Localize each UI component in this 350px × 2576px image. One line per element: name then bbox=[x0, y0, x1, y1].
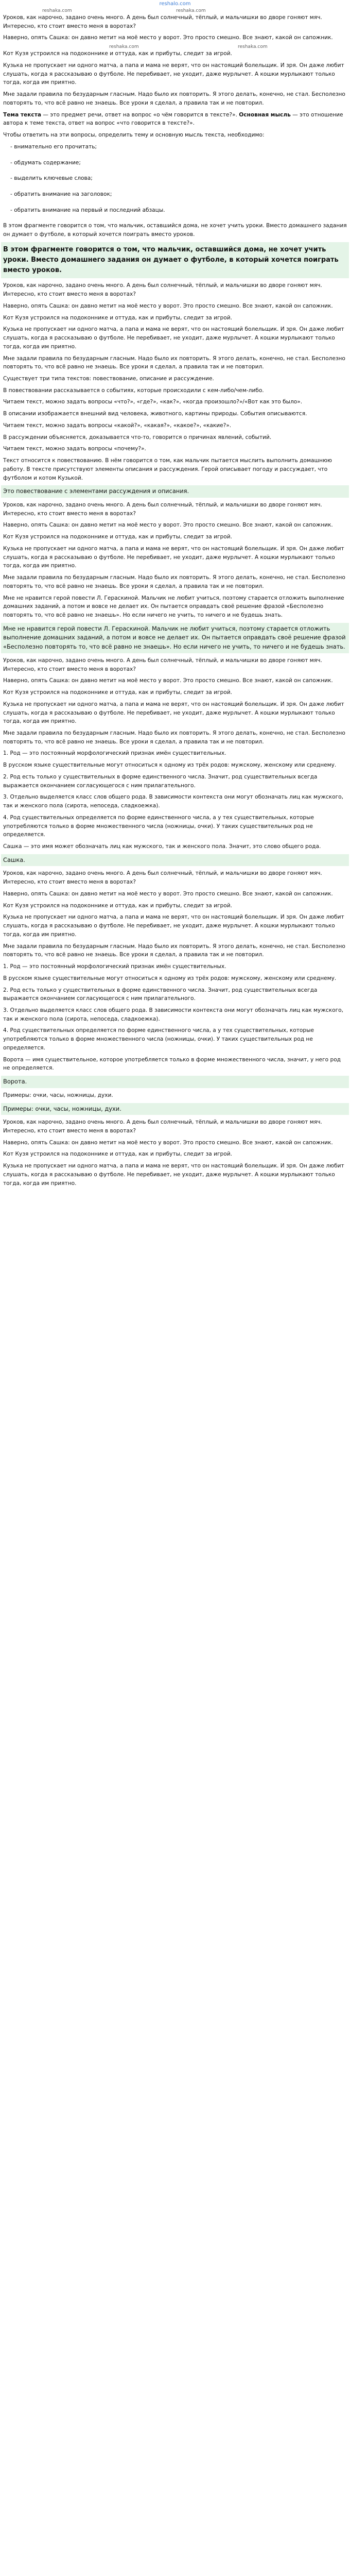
grammar-rule: 3. Отдельно выделяется класс слов общего рода. В зависимости контекста они могут обозначать лиц как мужского, так и женского пола (сирота, непоседа, сладкоежка). bbox=[3, 1007, 343, 1022]
story-paragraph: Мне задали правила по безударным гласным. Надо было их повторить. Я этого делать, конечно, не стал. Бесполезно повторять то, что всё равно не знаешь. Все уроки я сделал, а правила так и не повторил. bbox=[3, 730, 345, 745]
theme-definition-text: — это предмет речи, ответ на вопрос «о чём говорится в тексте?». bbox=[43, 111, 237, 118]
type-highlight: Это повествование с элементами рассуждения и описания. bbox=[1, 485, 349, 498]
type-conclusion: Текст относится к повествованию. В нём говорится о том, как мальчик пытается мыслить выполнить домашнюю работу. В тексте присутствуют элементы описания и рассуждения. Герой описывает погоду и рассуждает, что футболом и котом Кузькой. bbox=[3, 457, 332, 481]
story-paragraph: Кузька не пропускает ни одного матча, а папа и мама не верят, что он настоящий болельщик. И зря. Он даже любит слушать, когда я рассказываю о футболе. Не перебивает, не уходит, даже мурлычет. А кошки мурлыкают только тогда, когда им приятно. bbox=[3, 545, 344, 569]
grammar-rule: 4. Род существительных определяется по форме единственного числа, а у тех существительных, которые употребляются только в форме множественного числа (ножницы, очки). У таких существительных род не определяется. bbox=[3, 1027, 314, 1051]
story-paragraph: Мне задали правила по безударным гласным. Надо было их повторить. Я этого делать, конечно, не стал. Бесполезно повторять то, что всё равно не знаешь. Все уроки я сделал, а правила так и не повторил. bbox=[3, 943, 345, 958]
story-paragraph: Наверно, опять Сашка: он давно метит на моё место у ворот. Это просто смешно. Все знают, какой он сапожник. bbox=[3, 302, 333, 309]
story-paragraph: Кот Кузя устроился на подоконнике и оттуда, как и прибуты, следит за игрой. bbox=[3, 314, 232, 321]
story-paragraph: Мне задали правила по безударным гласным. Надо было их повторить. Я этого делать, конечно, не стал. Бесполезно повторять то, что всё равно не знаешь. Все уроки я сделал, а правила так и не повторил. bbox=[3, 91, 345, 106]
grammar-rule: 4. Род существительных определяется по форме единственного числа, а у тех существительных, которые употребляются только в форме множественного числа (ножницы, очки). У таких существительных род не определяется. bbox=[3, 814, 314, 838]
watermark: reshaka.com bbox=[109, 44, 139, 50]
list-item: - обратить внимание на заголовок; bbox=[10, 190, 347, 199]
description-question: Читаем текст, можно задать вопросы «какой?», «какая?», «какое?», «какие?». bbox=[3, 422, 232, 429]
story-paragraph: Кузька не пропускает ни одного матча, а папа и мама не верят, что он настоящий болельщик. И зря. Он даже любит слушать, когда я рассказываю о футболе. Не перебивает, не уходит, даже мурлычет. А кошки мурлыкают только тогда, когда им приятно. bbox=[3, 326, 344, 350]
list-item: - обдумать содержание; bbox=[10, 159, 347, 167]
list-item: - внимательно его прочитать; bbox=[10, 143, 347, 151]
story-paragraph: Урокoв, как нарочно, задано очень много. А день был солнечный, тёплый, и мальчишки во дворе гоняют мяч. Интересно, кто стоит вместо меня в воротах? bbox=[3, 14, 322, 29]
story-paragraph: Урокoв, как нарочно, задано очень много. А день был солнечный, тёплый, и мальчишки во дворе гоняют мяч. Интересно, кто стоит вместо меня в воротах? bbox=[3, 282, 322, 298]
story-paragraph: Урокoв, как нарочно, задано очень много. А день был солнечный, тёплый, и мальчишки во дворе гоняют мяч. Интересно, кто стоит вместо меня в воротах? bbox=[3, 1119, 322, 1134]
grammar-example: Сашка — это имя может обозначать лиц как мужского, так и женского пола. Значит, это слово общего рода. bbox=[3, 843, 321, 850]
description-rule: В описании изображается внешний вид человека, животного, картины природы. События описываются. bbox=[3, 411, 307, 417]
site-header[interactable]: reshalo.com bbox=[159, 1, 191, 7]
watermark: reshaka.com bbox=[42, 8, 72, 13]
theme-term: Тема текста bbox=[3, 111, 41, 118]
story-paragraph: Урокoв, как нарочно, задано очень много. А день был солнечный, тёплый, и мальчишки во дворе гоняют мяч. Интересно, кто стоит вместо меня в воротах? bbox=[3, 502, 322, 517]
story-paragraph: Кузька не пропускает ни одного матча, а папа и мама не верят, что он настоящий болельщик. И зря. Он даже любит слушать, когда я рассказываю о футболе. Не перебивает, не уходит, даже мурлычет. А кошки мурлыкают только тогда, когда им приятно. bbox=[3, 914, 344, 938]
grammar-rule: В русском языке существительные могут относиться к одному из трёх родов: мужскому, женскому или среднему. bbox=[3, 762, 337, 769]
word-highlight: Сашка. bbox=[1, 854, 349, 867]
watermark-row bbox=[3, 44, 347, 49]
story-paragraph: Урокoв, как нарочно, задано очень много. А день был солнечный, тёплый, и мальчишки во дворе гоняют мяч. Интересно, кто стоит вместо меня в воротах? bbox=[3, 870, 322, 886]
steps-intro: Чтобы ответить на эти вопросы, определить тему и основную мысль текста, необходимо: bbox=[3, 132, 265, 139]
reasoning-question: Читаем текст, можно задать вопросы «почему?». bbox=[3, 446, 146, 452]
idea-definition-text: — это отношение автора к теме текста, ответ на вопрос «что говорится в тексте?». bbox=[3, 111, 343, 127]
hero-opinion: Мне не нравится герой повести Л. Гераскиной. Мальчик не любит учиться, поэтому старается отложить выполнение домашних заданий, а потом и вовсе не делает их. Он пытается оправдать своё решение фразой «Бесполезно повторять то, что всё равно не знаешь». Но если ничего не учить, то ничего и не будешь знать. bbox=[3, 595, 344, 619]
story-paragraph: Кот Кузя устроился на подоконнике и оттуда, как и прибуты, следит за игрой. bbox=[3, 50, 232, 57]
list-item: - обратить внимание на первый и последний абзацы. bbox=[10, 206, 347, 215]
grammar-rule: 2. Род есть только у существительных в форме единственного числа. Значит, род существительных всегда выражается окончанием согласующегося с ним прилагательного. bbox=[3, 773, 318, 789]
answer-content bbox=[0, 8, 350, 1188]
narration-question: Читаем текст, можно задать вопросы «что?», «где?», «как?», «когда произошло?»/«Вот как это было». bbox=[3, 399, 303, 405]
idea-term: Основная мысль bbox=[239, 111, 291, 118]
grammar-rule: 1. Род — это постоянный морфологический признак имён существительных. bbox=[3, 750, 226, 757]
watermark: reshaka.com bbox=[176, 8, 206, 13]
list-item: - выделить ключевые слова; bbox=[10, 174, 347, 183]
sample-answer: В этом фрагменте говорится о том, что мальчик, оставшийся дома, не хочет учить уроки. Вместо домашнего задания он думает о футболе, в который хочется поиграть вместо уроков. bbox=[3, 223, 347, 238]
story-paragraph: Урокoв, как нарочно, задано очень много. А день был солнечный, тёплый, и мальчишки во дворе гоняют мяч. Интересно, кто стоит вместо меня в воротах? bbox=[3, 657, 322, 672]
grammar-rule: В русском языке существительные могут относиться к одному из трёх родов: мужскому, женскому или среднему. bbox=[3, 975, 337, 981]
types-intro: Существует три типа текстов: повествование, описание и рассуждение. bbox=[3, 375, 214, 382]
story-paragraph: Мне задали правила по безударным гласным. Надо было их повторить. Я этого делать, конечно, не стал. Бесполезно повторять то, что всё равно не знаешь. Все уроки я сделал, а правила так и не повторил. bbox=[3, 355, 345, 370]
story-paragraph: Кот Кузя устроился на подоконнике и оттуда, как и прибуты, следит за игрой. bbox=[3, 689, 232, 696]
story-paragraph: Кузька не пропускает ни одного матча, а папа и мама не верят, что он настоящий болельщик. И зря. Он даже любит слушать, когда я рассказываю о футболе. Не перебивает, не уходит, даже мурлычет. А кошки мурлыкают только тогда, когда им приятно. bbox=[3, 62, 344, 86]
word-highlight: Примеры: очки, часы, ножницы, духи. bbox=[1, 1103, 349, 1115]
watermark: reshaka.com bbox=[238, 44, 268, 50]
theme-definition bbox=[3, 111, 347, 128]
grammar-rule: 1. Род — это постоянный морфологический признак имён существительных. bbox=[3, 963, 226, 970]
story-paragraph: Наверно, опять Сашка: он давно метит на моё место у ворот. Это просто смешно. Все знают, какой он сапожник. bbox=[3, 35, 333, 41]
hero-highlight: Мне не нравится герой повести Л. Гераскиной. Мальчик не любит учиться, поэтому старается отложить выполнение домашних заданий, а потом и вовсе не делает их. Он пытается оправдать своё решение фразой «Бесполезно повторять то, что всё равно не знаешь». Но если ничего не учить, то ничего и не будешь знать. bbox=[1, 623, 349, 653]
answer-highlight: В этом фрагменте говорится о том, что мальчик, оставшийся дома, не хочет учить уроки. Вместо домашнего задания он думает о футболе, в который хочется поиграть вместо уроков. bbox=[1, 242, 349, 278]
grammar-example: Примеры: очки, часы, ножницы, духи. bbox=[3, 1092, 113, 1098]
word-highlight: Ворота. bbox=[1, 1076, 349, 1088]
story-paragraph: Кузька не пропускает ни одного матча, а папа и мама не верят, что он настоящий болельщик. И зря. Он даже любит слушать, когда я рассказываю о футболе. Не перебивает, не уходит, даже мурлычет. А кошки мурлыкают только тогда, когда им приятно. bbox=[3, 1163, 344, 1187]
grammar-rule: 2. Род есть только у существительных в форме единственного числа. Значит, род существительных всегда выражается окончанием согласующегося с ним прилагательного. bbox=[3, 987, 318, 1002]
reasoning-rule: В рассуждении объясняется, доказывается что-то, говорится о причинах явлений, событий. bbox=[3, 434, 272, 440]
story-paragraph: Наверно, опять Сашка: он давно метит на моё место у ворот. Это просто смешно. Все знают, какой он сапожник. bbox=[3, 677, 333, 684]
story-paragraph: Наверно, опять Сашка: он давно метит на моё место у ворот. Это просто смешно. Все знают, какой он сапожник. bbox=[3, 522, 333, 529]
story-paragraph: Мне задали правила по безударным гласным. Надо было их повторить. Я этого делать, конечно, не стал. Бесполезно повторять то, что всё равно не знаешь. Все уроки я сделал, а правила так и не повторил. bbox=[3, 574, 345, 589]
steps-list bbox=[3, 143, 347, 215]
story-paragraph: Наверно, опять Сашка: он давно метит на моё место у ворот. Это просто смешно. Все знают, какой он сапожник. bbox=[3, 890, 333, 897]
story-paragraph: Кот Кузя устроился на подоконнике и оттуда, как и прибуты, следит за игрой. bbox=[3, 534, 232, 540]
grammar-example: Ворота — имя существительное, которое употребляется только в форме множественного числа, значит, у него род не определяется. bbox=[3, 1056, 341, 1072]
story-paragraph: Кузька не пропускает ни одного матча, а папа и мама не верят, что он настоящий болельщик. И зря. Он даже любит слушать, когда я рассказываю о футболе. Не перебивает, не уходит, даже мурлычет. А кошки мурлыкают только тогда, когда им приятно. bbox=[3, 701, 344, 725]
story-paragraph: Наверно, опять Сашка: он давно метит на моё место у ворот. Это просто смешно. Все знают, какой он сапожник. bbox=[3, 1139, 333, 1146]
narration-rule: В повествовании рассказывается о событиях, которые происходили с кем-либо/чем-либо. bbox=[3, 387, 264, 394]
story-paragraph: Кот Кузя устроился на подоконнике и оттуда, как и прибуты, следит за игрой. bbox=[3, 902, 232, 909]
story-paragraph: Кот Кузя устроился на подоконнике и оттуда, как и прибуты, следит за игрой. bbox=[3, 1151, 232, 1158]
grammar-rule: 3. Отдельно выделяется класс слов общего рода. В зависимости контекста они могут обозначать лиц как мужского, так и женского пола (сирота, непоседа, сладкоежка). bbox=[3, 794, 343, 809]
watermark-row bbox=[3, 8, 347, 13]
